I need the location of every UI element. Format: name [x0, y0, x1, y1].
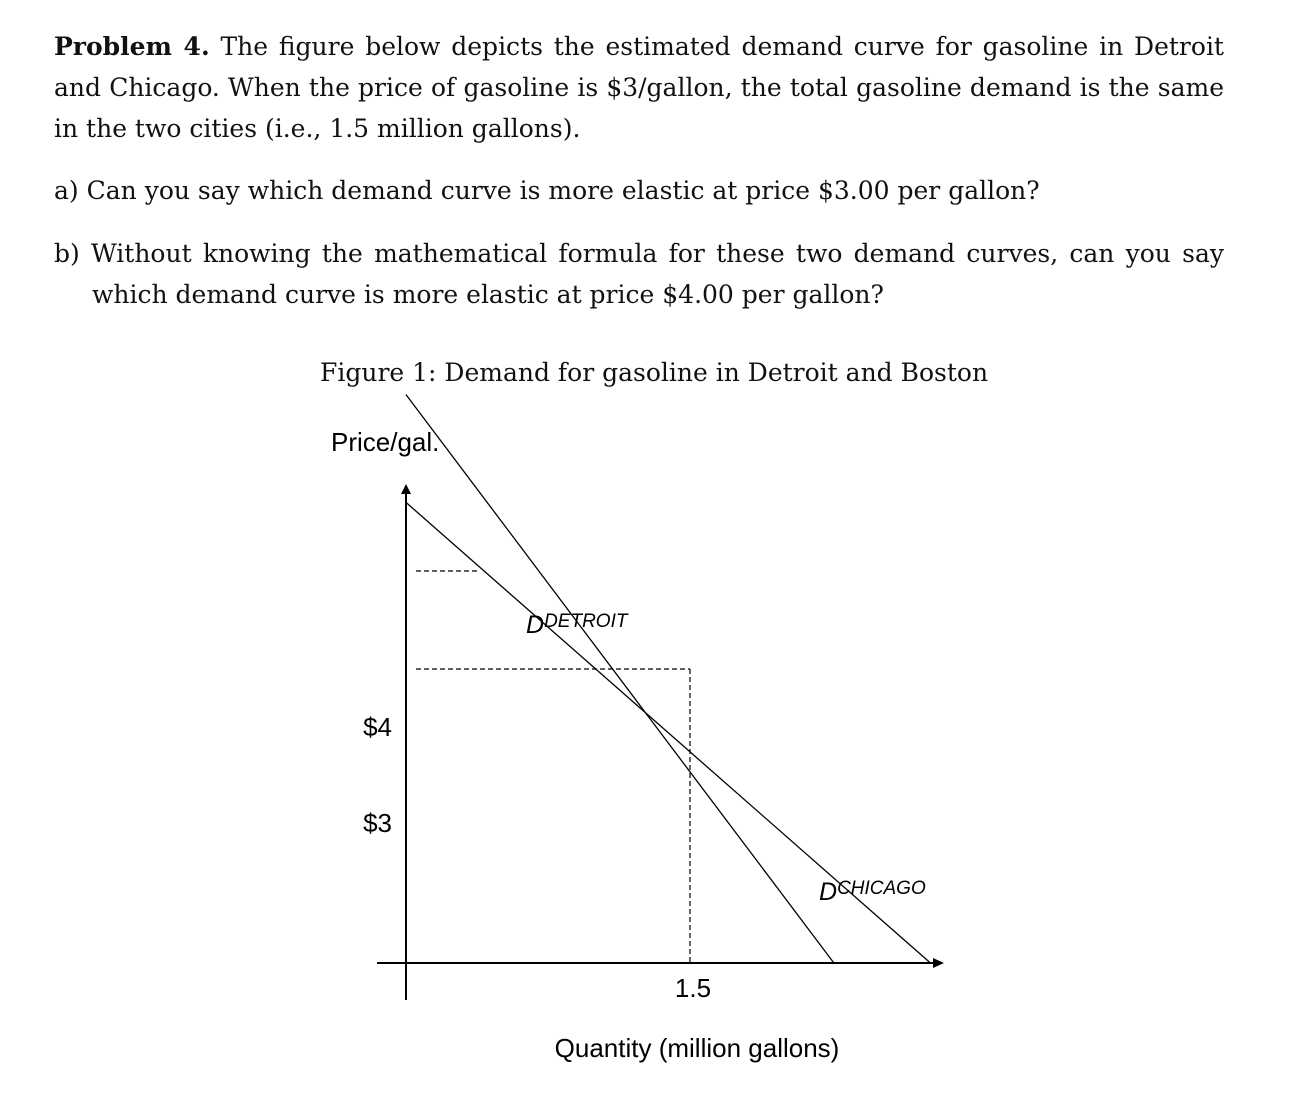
- y-tick-label-4: $4: [363, 712, 392, 742]
- series-label-detroit-prefix: D: [526, 611, 545, 639]
- question-a-marker: a): [54, 176, 79, 205]
- question-b-marker: b): [54, 239, 80, 268]
- series-label-chicago-prefix: D: [819, 878, 838, 906]
- series-label-chicago: [819, 878, 926, 906]
- question-a-text: Can you say which demand curve is more elastic at price $3.00 per gallon?: [86, 176, 1040, 205]
- y-axis-title: Price/gal.: [331, 427, 440, 457]
- x-axis-title: Quantity (million gallons): [554, 1033, 840, 1063]
- x-axis-arrow-icon: [933, 958, 944, 968]
- series-label-detroit-name: DETROIT: [544, 611, 628, 632]
- y-axis-arrow-icon: [401, 484, 411, 494]
- demand-line-detroit: [406, 395, 834, 963]
- demand-line-chicago: [406, 502, 930, 963]
- question-b-text: Without knowing the mathematical formula for these two demand curves, can you say which demand curve is more elastic at price $4.00 per gallon?: [91, 239, 1224, 309]
- series-label-chicago-name: CHICAGO: [837, 878, 926, 899]
- x-tick-label-1-5: 1.5: [674, 973, 712, 1003]
- series-label-detroit: [526, 611, 629, 639]
- problem-text: The figure below depicts the estimated demand curve for gasoline in Detroit and Chicago. When the price of gasoline is $3/gallon, the total gasoline demand is the same in the two cities (i.e., 1.5 million gallons).: [54, 32, 1224, 143]
- problem-label: Problem 4.: [54, 32, 210, 61]
- figure-caption: Figure 1: Demand for gasoline in Detroit and Boston: [320, 358, 989, 387]
- y-tick-label-3: $3: [363, 808, 392, 838]
